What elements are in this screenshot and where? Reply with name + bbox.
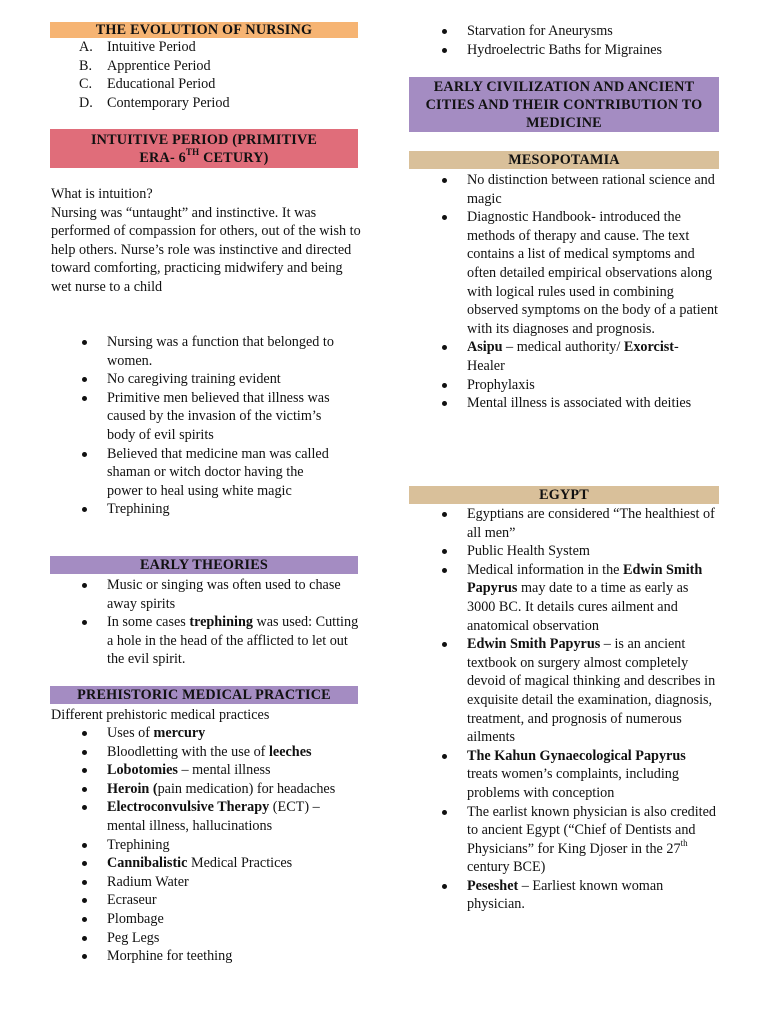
list-item: Cannibalistic Medical Practices (48, 854, 360, 873)
list-item: Asipu – medical authority/ Exorcist- Healer (408, 338, 720, 375)
list-item: Egyptians are considered “The healthiest of all men” (408, 505, 720, 542)
mesopotamia-bullets (408, 171, 720, 413)
list-item: Hydroelectric Baths for Migraines (408, 41, 720, 60)
evolution-title: THE EVOLUTION OF NURSING (95, 22, 313, 38)
evolution-list (48, 38, 360, 112)
list-item: Trephining (48, 836, 360, 855)
list-item: The Kahun Gynaecological Papyrus treats women’s complaints, including problems with conception (408, 747, 720, 803)
list-item: D. Contemporary Period (79, 94, 230, 111)
egypt-bullets (408, 505, 720, 914)
prehistoric-bullets (48, 724, 360, 966)
intuitive-header (50, 129, 358, 168)
continued-bullets (408, 22, 720, 59)
list-item: Peseshet – Earliest known woman physician. (408, 877, 720, 914)
list-item: Electroconvulsive Therapy (ECT) – mental illness, hallucinations (48, 798, 360, 835)
list-item: Radium Water (48, 873, 360, 892)
list-item: Believed that medicine man was called shaman or witch doctor having the power to heal using white magic (48, 445, 342, 501)
list-item: Public Health System (408, 542, 720, 561)
list-item: Peg Legs (48, 929, 360, 948)
list-item: Diagnostic Handbook- introduced the methods of therapy and cause. The text contains a list of medical symptoms and often detailed empirical observations along with logical rules used in combining observed symptoms on the body of a patient with its diagnoses and prognosis. (408, 208, 720, 338)
list-item: No caregiving training evident (48, 370, 342, 389)
list-item: In some cases trephining was used: Cutting a hole in the head of the afflicted to let out the evil spirit. (48, 613, 360, 669)
egypt-header (409, 486, 719, 504)
early-theories-title: EARLY THEORIES (139, 557, 269, 573)
list-item: Mental illness is associated with deities (408, 394, 720, 413)
intuitive-body (51, 185, 361, 297)
prehistoric-header (50, 686, 358, 704)
intuitive-question: What is intuition? (51, 186, 153, 202)
list-item: Ecraseur (48, 891, 360, 910)
egypt-title: EGYPT (539, 487, 589, 503)
list-item: Nursing was a function that belonged to women. (48, 333, 342, 370)
list-item: Primitive men believed that illness was caused by the invasion of the victim’s body of evil spirits (48, 389, 342, 445)
list-item: Prophylaxis (408, 376, 720, 395)
early-civ-header (409, 77, 719, 132)
list-item: Trephining (48, 500, 342, 519)
mesopotamia-title: MESOPOTAMIA (508, 152, 620, 168)
intuitive-title-line2: ERA- 6TH CETURY) (139, 147, 269, 166)
list-item: Music or singing was often used to chase away spirits (48, 576, 360, 613)
early-theories-bullets (48, 576, 360, 669)
list-item: Medical information in the Edwin Smith Papyrus may date to a time as early as 3000 BC. It details cures ailment and anatomical observation (408, 561, 720, 635)
list-item: Morphine for teething (48, 947, 360, 966)
list-item: The earlist known physician is also credited to ancient Egypt (“Chief of Dentists and Physicians” for King Djoser in the 27th century BCE) (408, 803, 720, 877)
early-theories-header (50, 556, 358, 574)
prehistoric-title: PREHISTORIC MEDICAL PRACTICE (77, 687, 331, 703)
list-item: Heroin (pain medication) for headaches (48, 780, 360, 799)
list-item: Uses of mercury (48, 724, 360, 743)
list-item: Starvation for Aneurysms (408, 22, 720, 41)
list-item: No distinction between rational science and magic (408, 171, 720, 208)
intuitive-bullets (48, 333, 342, 519)
mesopotamia-header (409, 151, 719, 169)
list-item: B. Apprentice Period (79, 57, 211, 74)
list-item: Bloodletting with the use of leeches (48, 743, 360, 762)
intuitive-title-line1: INTUITIVE PERIOD (PRIMITIVE (90, 132, 318, 148)
list-item: Plombage (48, 910, 360, 929)
list-item: A. Intuitive Period (79, 39, 196, 55)
early-civ-title: EARLY CIVILIZATION AND ANCIENT CITIES AND THEIR CONTRIBUTION TO MEDICINE (425, 79, 703, 131)
list-item: Lobotomies – mental illness (48, 761, 360, 780)
list-item: C. Educational Period (79, 76, 216, 93)
list-item: Edwin Smith Papyrus – is an ancient textbook on surgery almost completely devoid of magical thinking and describes in exquisite detail the examination, diagnosis, treatment, and prognosis of numerous ailments (408, 635, 720, 747)
prehistoric-intro: Different prehistoric medical practices (51, 707, 270, 723)
evolution-header (50, 22, 358, 38)
intuitive-paragraph: Nursing was “untaught” and instinctive. It was performed of compassion for others, out of the wish to help others. Nurse’s role was instinctive and directed toward comforting, practicing midwifery and being wet nurse to a child (51, 204, 361, 295)
